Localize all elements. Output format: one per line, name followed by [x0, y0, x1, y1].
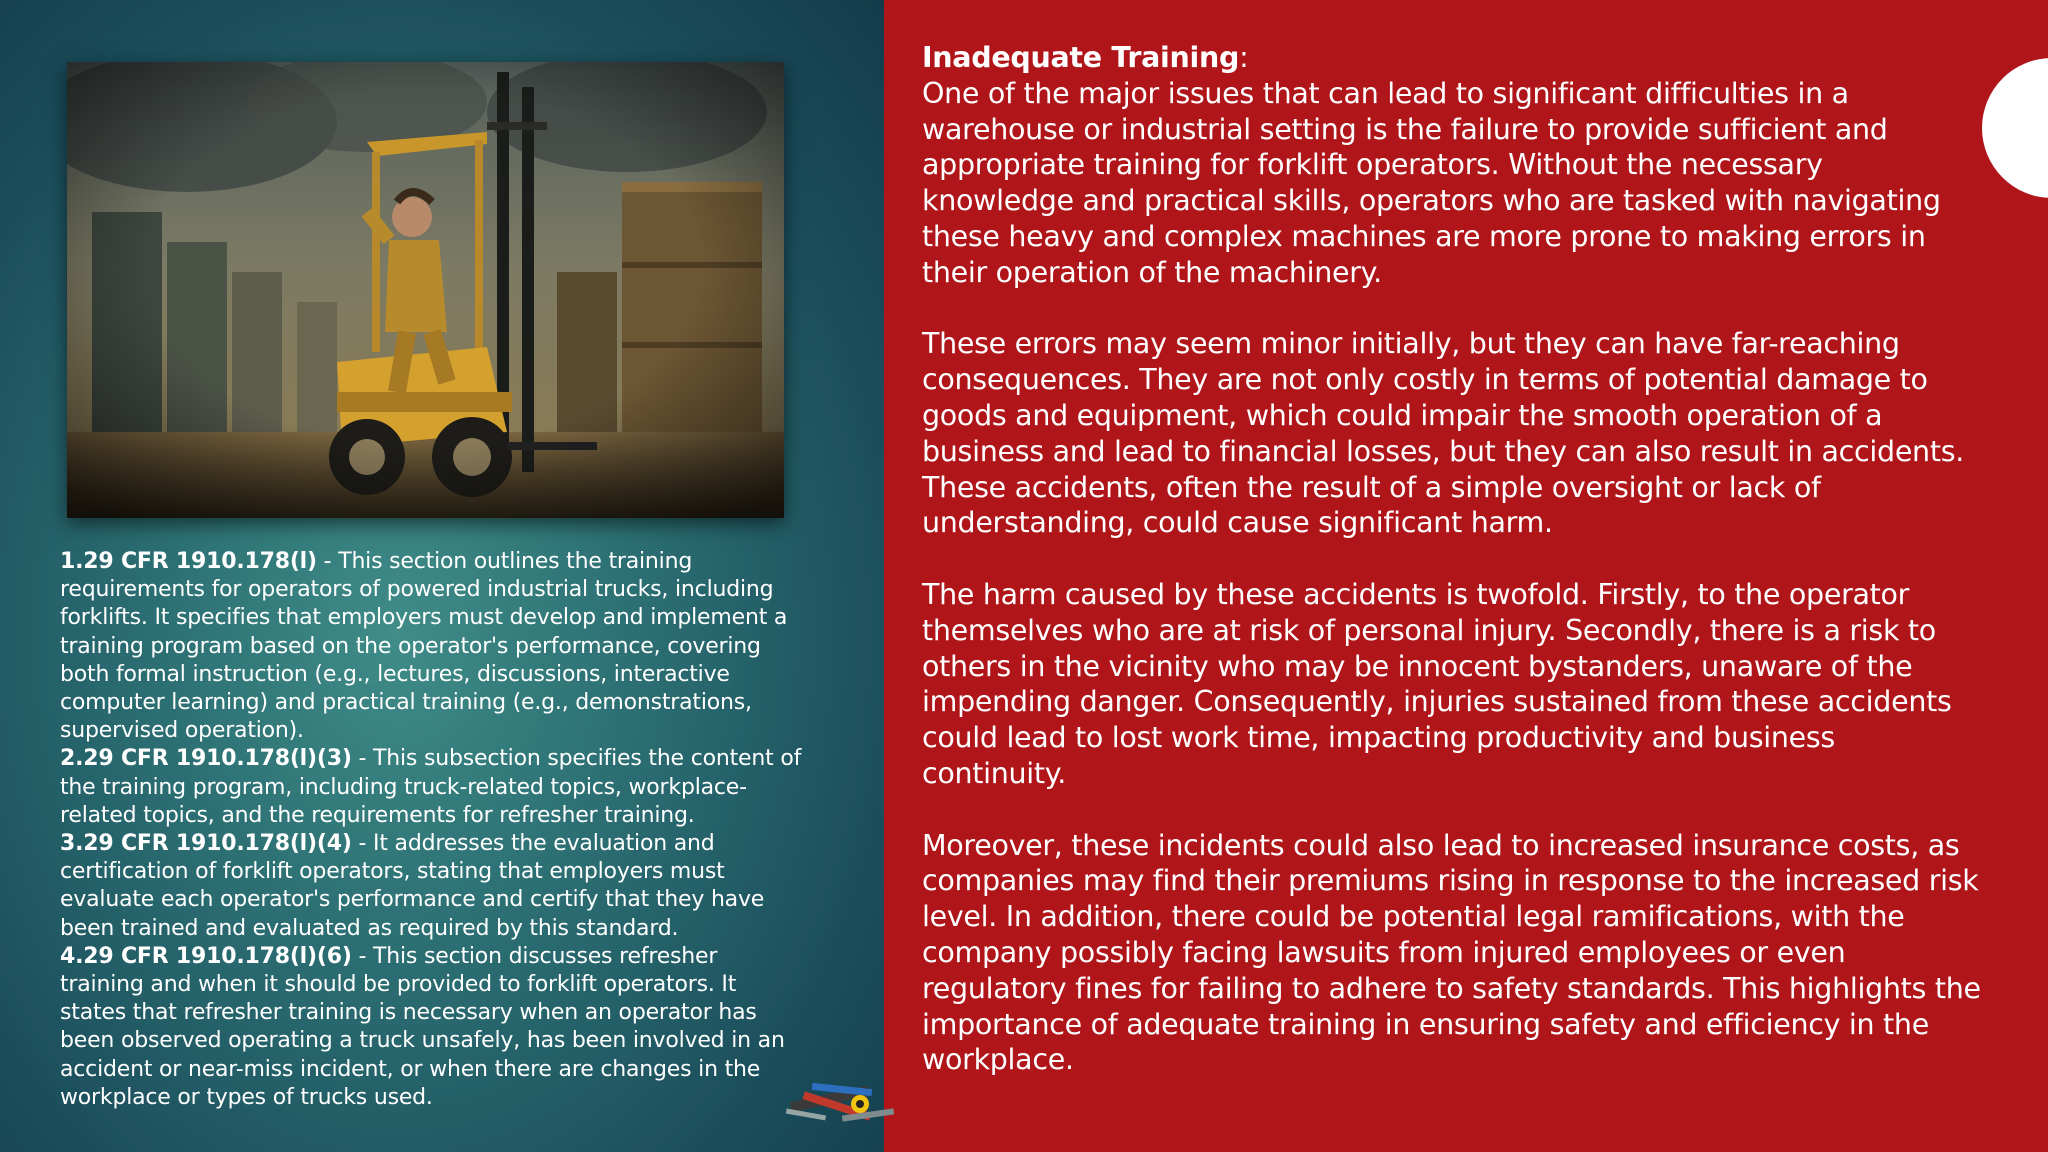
- article-paragraph: One of the major issues that can lead to significant difficulties in a warehouse or industrial setting is the failure to provide sufficient and appropriate training for forklift operators. Without the necessary knowledge and practical skills, operators who are tasked with navigating these heavy and complex machines are more prone to making errors in their operation of the machinery.: [922, 76, 1941, 289]
- article-title-suffix: :: [1239, 41, 1249, 74]
- forklift-illustration: [67, 62, 784, 518]
- regulations-list: [60, 548, 805, 1112]
- article-paragraph: These errors may seem minor initially, but they can have far-reaching consequences. They are not only costly in terms of potential damage to goods and equipment, which could impair the smooth operation of a business and lead to financial losses, but they can also result in accidents. These accidents, often the result of a simple oversight or lack of understanding, could cause significant harm.: [922, 327, 1965, 540]
- article-paragraph: Moreover, these incidents could also lead to increased insurance costs, as companies may find their premiums rising in response to the increased risk level. In addition, there could be potential legal ramifications, with the company possibly facing lawsuits from injured employees or even regulatory fines for failing to adhere to safety standards. This highlights the importance of adequate training in ensuring safety and efficiency in the workplace.: [922, 828, 1981, 1077]
- regulation-item: [60, 830, 805, 943]
- regulation-item: [60, 943, 805, 1112]
- article-paragraph: The harm caused by these accidents is twofold. Firstly, to the operator themselves who are at risk of personal injury. Secondly, there is a risk to others in the vicinity who may be innocent bystanders, unaware of the impending danger. Consequently, injuries sustained from these accidents could lead to lost work time, impacting productivity and business continuity.: [922, 577, 1952, 790]
- article-title: Inadequate Training: [922, 41, 1240, 74]
- regulation-text: - This subsection specifies the content of the training program, including truck-related topics, workplace-related topics, and the requirements for refresher training.: [60, 746, 802, 828]
- forklift-operator-image: [67, 62, 784, 518]
- regulation-code: 2.29 CFR 1910.178(l)(3): [60, 746, 352, 772]
- regulation-item: [60, 745, 805, 830]
- article-body: [922, 40, 1982, 1114]
- regulation-code: 3.29 CFR 1910.178(l)(4): [60, 831, 352, 857]
- regulation-code: 1.29 CFR 1910.178(l): [60, 549, 317, 574]
- regulation-text: - This section discusses refresher training and when it should be provided to forklift operators. It states that refresher training is necessary when an operator has been observed operating a truck unsafely, has been involved in an accident or near-miss incident, or when there are changes in the workplace or types of trucks used.: [60, 943, 785, 1110]
- regulation-item: [60, 548, 805, 745]
- tools-icon: [782, 1072, 906, 1130]
- regulation-text: - It addresses the evaluation and certification of forklift operators, stating that employers must evaluate each operator's performance and certify that they have been trained and evaluated as required by this standard.: [60, 831, 765, 941]
- regulation-text: - This section outlines the training requirements for operators of powered industrial trucks, including forklifts. It specifies that employers must develop and implement a training program based on the operator's performance, covering both formal instruction (e.g., lectures, discussions, interactive computer learning) and practical training (e.g., demonstrations, supervised operation).: [60, 549, 788, 744]
- article-heading: [922, 40, 1982, 76]
- regulation-code: 4.29 CFR 1910.178(l)(6): [60, 943, 352, 969]
